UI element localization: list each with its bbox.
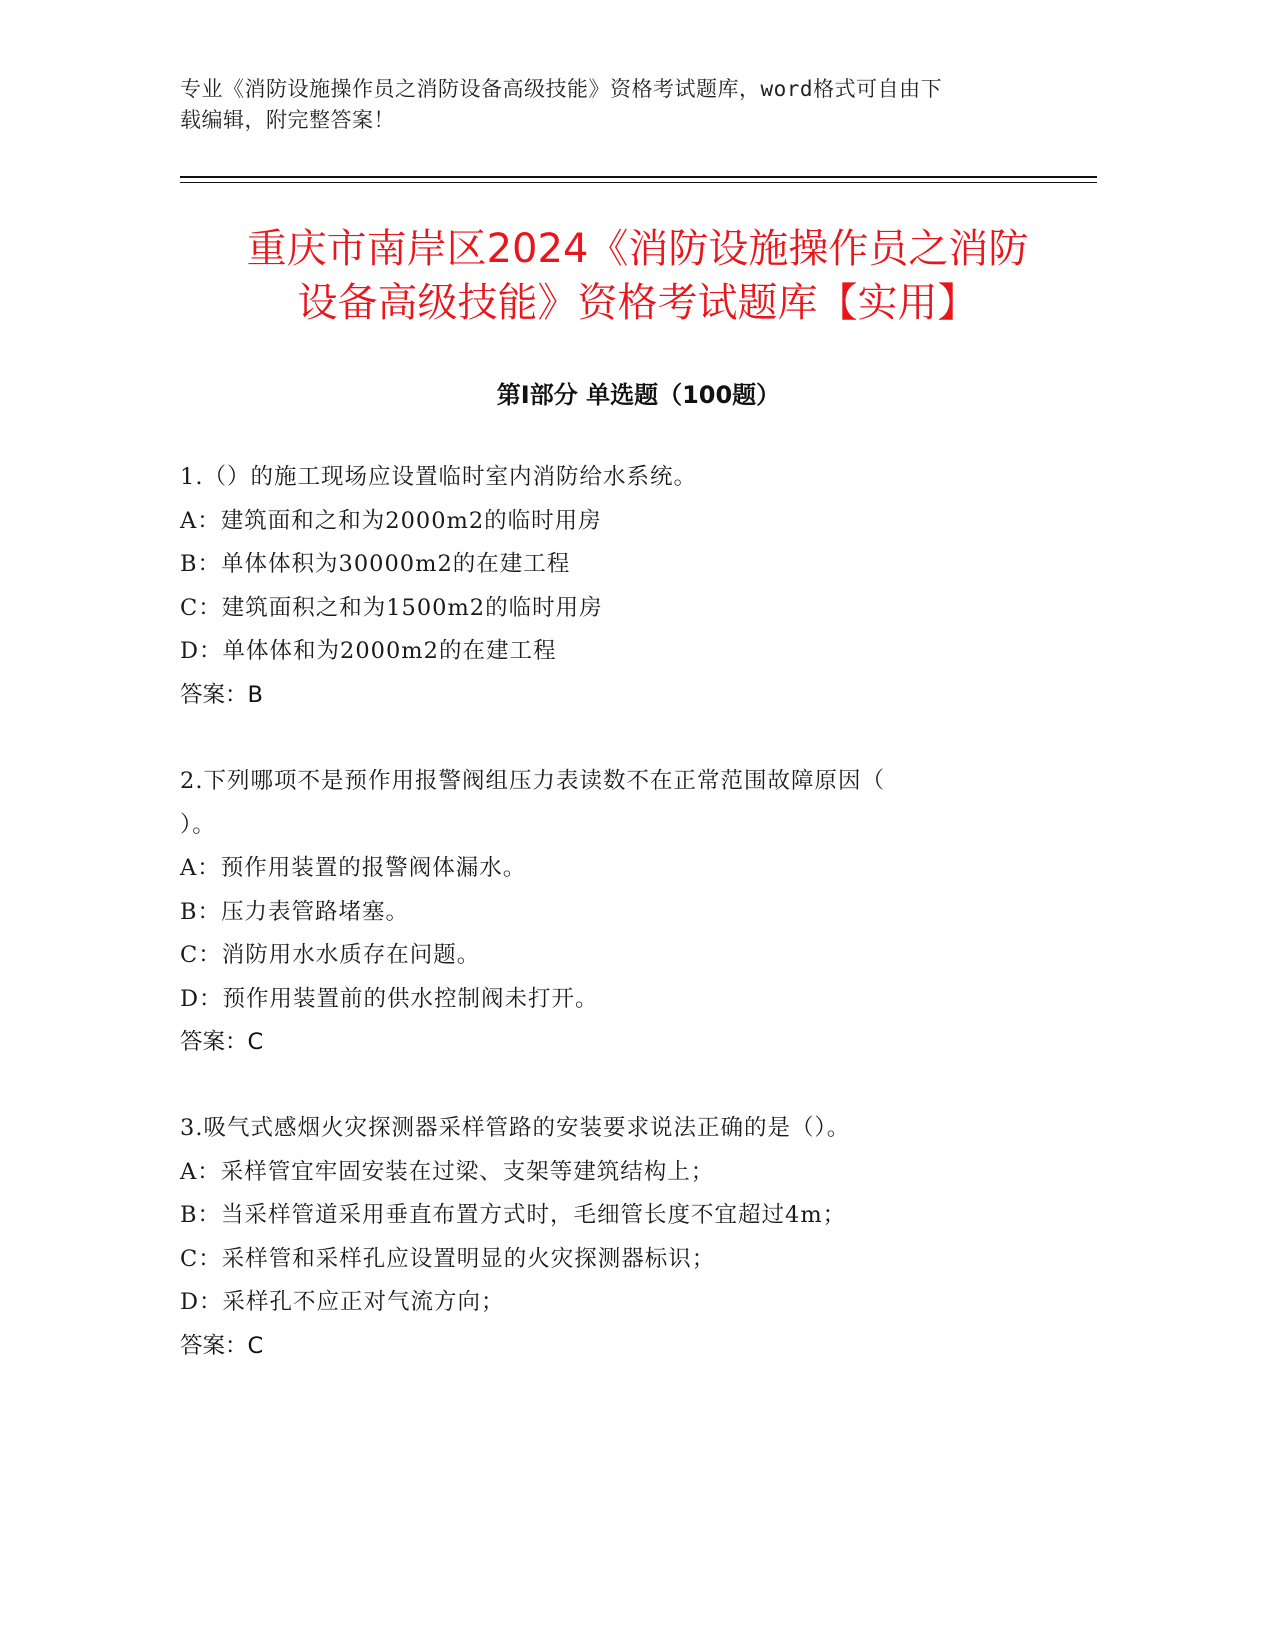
option-a: A：建筑面和之和为2000m2的临时用房: [180, 507, 602, 534]
question-stem-continued: ）。: [180, 811, 216, 838]
option-b: B：单体体积为30000m2的在建工程: [180, 551, 571, 577]
header-note-line-1: 专业《消防设施操作员之消防设备高级技能》资格考试题库，word格式可自由下: [180, 77, 943, 101]
question-3: [180, 1107, 1060, 1368]
document-title-line-1: 重庆市南岸区2024《消防设施操作员之消防: [246, 226, 1029, 272]
question-1: [180, 456, 1060, 717]
header-divider-thin: [180, 182, 1097, 183]
option-c: C：消防用水水质存在问题。: [180, 942, 481, 968]
header-divider-thick: [180, 176, 1097, 178]
question-stem: 1.（）的施工现场应设置临时室内消防给水系统。: [180, 464, 697, 490]
option-d: D：单体体和为2000m2的在建工程: [180, 638, 557, 664]
option-c: C：采样管和采样孔应设置明显的火灾探测器标识；: [180, 1245, 716, 1272]
question-stem: 2.下列哪项不是预作用报警阀组压力表读数不在正常范围故障原因（: [180, 768, 885, 794]
question-stem: 3.吸气式感烟火灾探测器采样管路的安装要求说法正确的是（）。: [180, 1115, 851, 1141]
answer: 答案：B: [180, 681, 263, 708]
option-d: D：采样孔不应正对气流方向；: [180, 1289, 505, 1315]
answer: 答案：C: [180, 1029, 264, 1055]
option-d: D：预作用装置前的供水控制阀未打开。: [180, 985, 599, 1012]
option-b: B：压力表管路堵塞。: [180, 898, 410, 925]
question-2: [180, 760, 1060, 1065]
document-title-line-2: 设备高级技能》资格考试题库【实用】: [297, 280, 978, 326]
section-heading: 第Ⅰ部分 单选题（100题）: [496, 381, 781, 409]
document-title: [150, 222, 1125, 330]
header-note-line-2: 载编辑，附完整答案！: [180, 108, 395, 132]
header-note: [180, 74, 1080, 136]
option-a: A：预作用装置的报警阀体漏水。: [180, 855, 527, 881]
option-c: C：建筑面积之和为1500m2的临时用房: [180, 594, 603, 621]
option-a: A：采样管宜牢固安装在过梁、支架等建筑结构上；: [180, 1158, 715, 1185]
option-b: B：当采样管道采用垂直布置方式时，毛细管长度不宜超过4m；: [180, 1202, 847, 1228]
answer: 答案：C: [180, 1332, 264, 1359]
